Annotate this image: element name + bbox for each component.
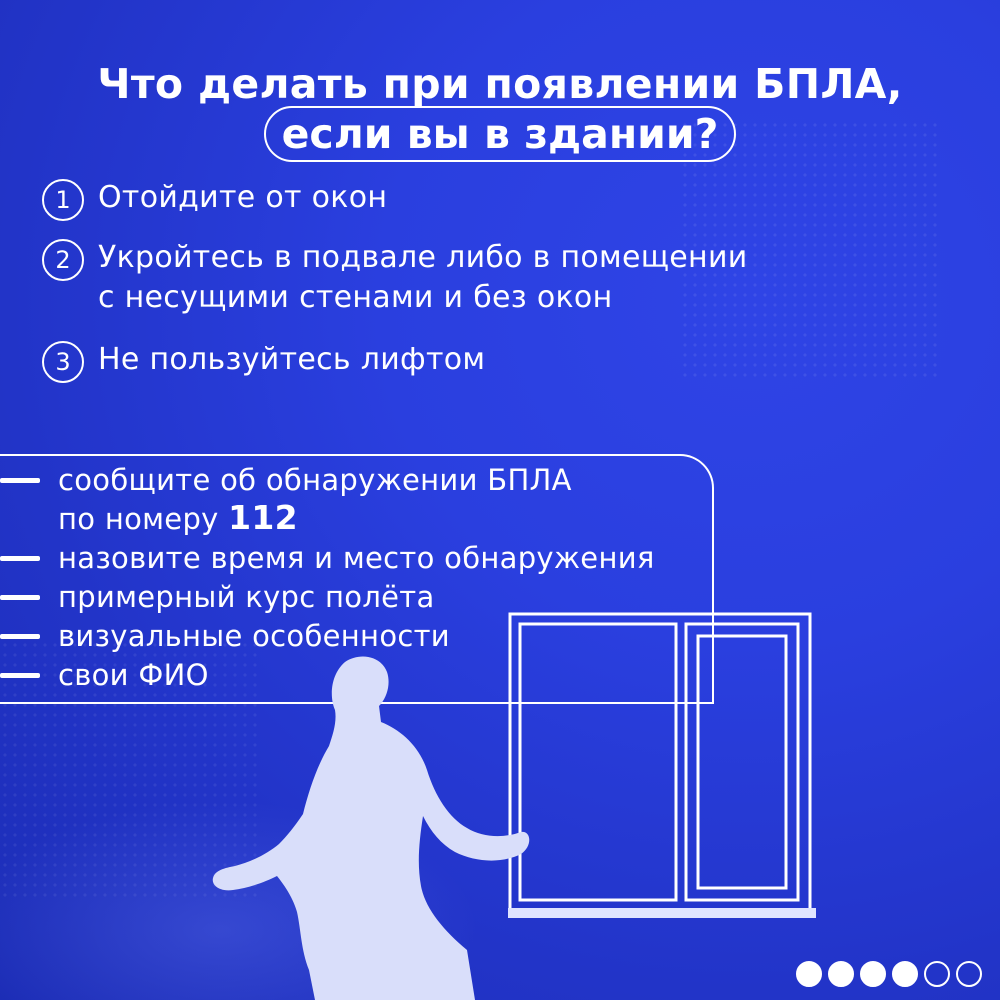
dash-bullet: [0, 673, 40, 678]
step-2-number-circle: 2: [42, 239, 84, 281]
slide-pager[interactable]: [796, 961, 982, 987]
pager-dot-5[interactable]: [924, 961, 950, 987]
report-item-3: [0, 579, 435, 615]
report-item-1-line2: [58, 500, 298, 537]
step-2-text: [98, 238, 748, 318]
step-1-number-circle: 1: [42, 179, 84, 221]
dash-bullet: [0, 478, 40, 483]
page-title-line2: если вы в здании?: [264, 106, 737, 162]
window-illustration: [508, 612, 818, 922]
window-right-frame: [686, 624, 798, 900]
dash-bullet: [0, 634, 40, 639]
report-item-5-text: свои ФИО: [58, 658, 209, 692]
report-item-1-text: сообщите об обнаружении БПЛА: [58, 463, 572, 497]
step-2-text-line2: с несущими стенами и без окон: [98, 280, 613, 315]
step-1: [42, 178, 387, 221]
step-2-text-line1: Укройтесь в подвале либо в помещении: [98, 240, 748, 275]
pager-dot-1[interactable]: [796, 961, 822, 987]
report-item-4-text: визуальные особенности: [58, 619, 450, 653]
dash-bullet: [0, 556, 40, 561]
pager-dot-3[interactable]: [860, 961, 886, 987]
report-item-1-prefix: по номеру: [58, 502, 229, 536]
emergency-number: 112: [228, 498, 298, 537]
step-3-text: Не пользуйтесь лифтом: [98, 342, 486, 377]
report-item-5: [0, 657, 209, 693]
dash-bullet: [0, 595, 40, 600]
pager-dot-4[interactable]: [892, 961, 918, 987]
report-item-2: [0, 540, 655, 576]
pager-dot-2[interactable]: [828, 961, 854, 987]
report-item-1: [0, 462, 572, 498]
window-outer-frame: [510, 614, 810, 910]
pager-dot-6[interactable]: [956, 961, 982, 987]
window-right-pane: [698, 636, 786, 888]
report-item-2-text: назовите время и место обнаружения: [58, 541, 655, 575]
page-title-line2-wrap: [0, 106, 1000, 162]
step-2: [42, 238, 748, 318]
step-1-text: Отойдите от окон: [98, 180, 388, 215]
step-3-number-circle: 3: [42, 341, 84, 383]
window-sill: [508, 908, 816, 918]
step-3: [42, 340, 485, 383]
page-title-line1: Что делать при появлении БПЛА,: [97, 60, 903, 108]
running-person-silhouette: [205, 650, 545, 1000]
report-item-3-text: примерный курс полёта: [58, 580, 435, 614]
report-item-4: [0, 618, 450, 654]
